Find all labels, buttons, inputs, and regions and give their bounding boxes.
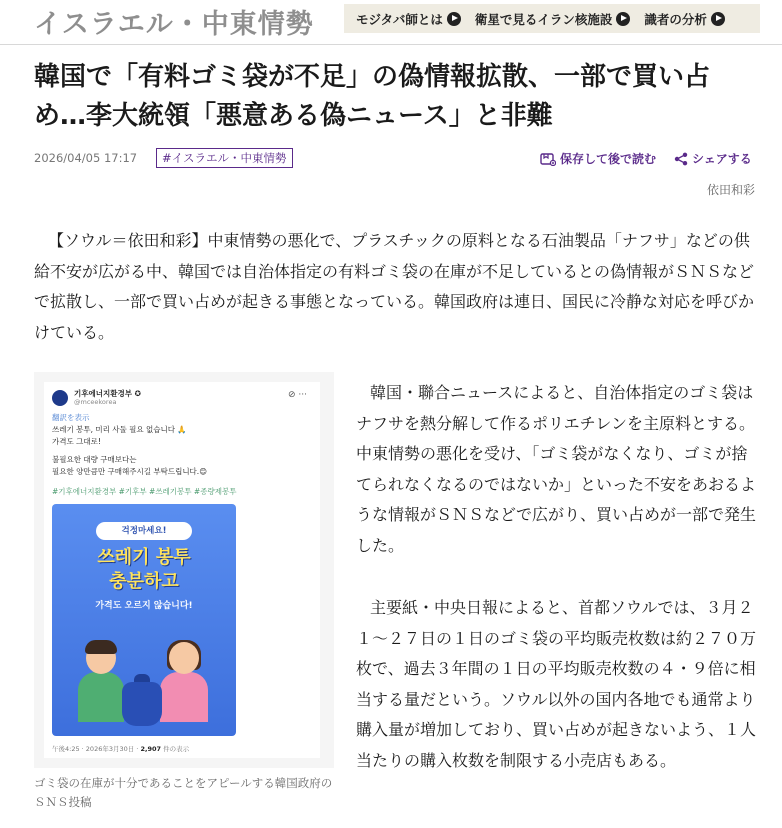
account-handle: @mceekorea bbox=[74, 398, 117, 406]
share-icon bbox=[674, 152, 688, 166]
save-for-later-button[interactable] bbox=[540, 150, 656, 167]
play-circle-icon bbox=[711, 12, 725, 26]
nav-item-label: 衛星で見るイラン核施設 bbox=[474, 11, 613, 27]
nav-item-label: 識者の分析 bbox=[644, 11, 707, 27]
article-meta bbox=[34, 148, 760, 170]
publish-date: 2026/04/05 17:17 bbox=[34, 151, 138, 165]
nav-item-satellite[interactable] bbox=[475, 10, 631, 28]
man-illustration bbox=[78, 642, 124, 722]
nav-item-analysis[interactable] bbox=[644, 10, 725, 28]
poster-badge: 걱정마세요! bbox=[96, 522, 192, 540]
body-paragraph: 韓国・聯合ニュースによると、自治体指定のゴミ袋はナフサを熱分解して作るポリエチレンを主原料とする。中東情勢の悪化を受け、「ゴミ袋がなくなり、ゴミが捨てられなくなるのではないか」といった不安をあおるような情報がＳＮＳなどで広がり、買い占めが一部で発生した。 bbox=[356, 383, 757, 555]
account-name: 기후에너지환경부 ✪ bbox=[74, 389, 141, 398]
post-hashtags: #기후에너지환경부 #기후부 #쓰레기봉투 #종량제봉투 bbox=[52, 487, 237, 496]
play-circle-icon bbox=[447, 12, 461, 26]
post-timestamp: 午後4:25 · 2026年3月30日 · bbox=[52, 745, 141, 753]
nav-item-label: モジタバ師とは bbox=[356, 11, 443, 27]
topic-nav bbox=[344, 4, 760, 33]
save-label: 保存して後で読む bbox=[560, 152, 657, 166]
poster-subtitle: 가격도 오르지 않습니다! bbox=[95, 601, 193, 611]
campaign-poster bbox=[52, 504, 236, 736]
poster-title-line: 쓰레기 봉투 bbox=[97, 547, 191, 568]
share-button[interactable] bbox=[674, 150, 752, 167]
woman-illustration bbox=[158, 642, 208, 722]
sns-post-screenshot bbox=[44, 382, 320, 758]
translate-link: 翻訳を表示 bbox=[52, 413, 90, 422]
share-label: シェアする bbox=[692, 152, 752, 166]
lead-paragraph: 【ソウル＝依田和彩】中東情勢の悪化で、プラスチックの原料となる石油製品「ナフサ」などの供給不安が広がる中、韓国では自治体指定の有料ゴミ袋の在庫が不足しているとの偽情報がＳＮＳなどで拡散し、一部で買い占めが起きる事態となっている。韓国政府は連日、国民に冷静な対応を呼びかけている。 bbox=[34, 231, 755, 342]
article-headline: 韓国で「有料ゴミ袋が不足」の偽情報拡散、一部で買い占め…李大統領「悪意ある偽ニュース」と非難 bbox=[34, 62, 711, 131]
author-name: 依田和彩 bbox=[707, 183, 756, 197]
post-text bbox=[52, 412, 312, 478]
article-photo[interactable] bbox=[34, 372, 334, 768]
poster-title bbox=[52, 546, 236, 594]
section-header bbox=[0, 0, 782, 40]
post-line: 필요한 양만큼만 구매해주시길 부탁드립니다.😊 bbox=[52, 467, 208, 476]
photo-caption: ゴミ袋の在庫が十分であることをアピールする韓国政府のＳＮＳ投稿 bbox=[34, 776, 333, 809]
post-footer bbox=[52, 744, 189, 753]
section-title: イスラエル・中東情勢 bbox=[34, 9, 314, 40]
post-line: 쓰레기 봉투, 미리 사둘 필요 없습니다 🙏 bbox=[52, 425, 187, 434]
body-paragraph: 主要紙・中央日報によると、首都ソウルでは、３月２１～２７日の１日のゴミ袋の平均販売枚数は約２７０万枚で、過去３年間の１日の平均販売枚数の４・９倍に相当する量だという。ソウル以外の国内各地でも通常より購入量が増加しており、買い占めが起きないよう、１人当たりの購入枚数を制限する小売店もある。 bbox=[356, 598, 757, 770]
poster-title-line: 충분하고 bbox=[109, 571, 179, 592]
play-circle-icon bbox=[616, 12, 630, 26]
view-count-label: 件の表示 bbox=[161, 745, 190, 753]
post-line: 불필요한 대량 구매보다는 bbox=[52, 455, 137, 464]
bookmark-icon bbox=[540, 152, 556, 166]
garbage-bag-icon bbox=[122, 682, 162, 726]
view-count: 2,907 bbox=[140, 745, 162, 753]
post-tools: ⊘ ··· bbox=[288, 390, 307, 400]
government-logo-icon bbox=[52, 390, 68, 406]
topic-tag[interactable]: #イスラエル・中東情勢 bbox=[156, 148, 293, 168]
header-divider bbox=[0, 44, 782, 45]
nav-item-mojtaba[interactable] bbox=[356, 10, 461, 28]
post-line: 가격도 그대로! bbox=[52, 437, 101, 446]
